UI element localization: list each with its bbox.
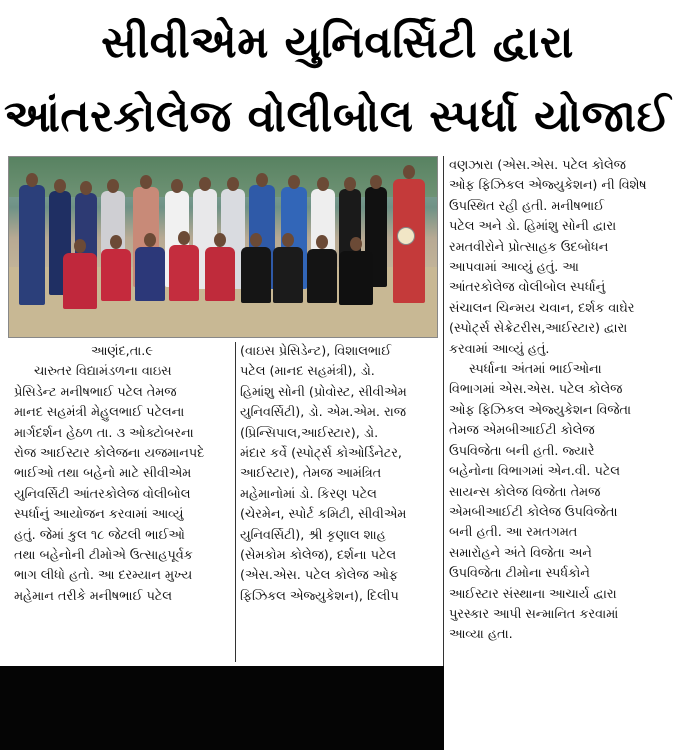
text-line: બહેનોના વિભાગમાં એન.વી. પટેલ [449, 464, 620, 480]
person-head [26, 173, 38, 187]
text-line: આંતરકોલેજ વોલીબોલ સ્પર્ધાનું [449, 280, 606, 296]
text-line: તથા બહેનોની ટીમોએ ઉત્સાહપૂર્વક [14, 548, 193, 564]
text-line: ઓફ ફિઝિકલ એજ્યુકેશન વિજેતા [449, 402, 632, 418]
person-figure [205, 247, 235, 301]
text-line: (વાઇસ પ્રેસિડેન્ટ), વિશાલભાઈ [240, 344, 392, 359]
text-line: ભાગ લીધો હતો. આ દરમ્યાન મુખ્ય [14, 568, 193, 584]
person-head [107, 179, 119, 193]
text-line: માનદ સહમંત્રી મેહુલભાઈ પટેલના [14, 405, 185, 421]
dateline: આણંદ,તા.૯ [91, 344, 153, 359]
person-head [288, 175, 300, 189]
person-head [256, 173, 268, 187]
person-head [282, 233, 294, 247]
text-line: હિમાંશુ સોની (પ્રોવોસ્ટ, સીવીએમ [240, 384, 407, 400]
text-line: માર્ગદર્શન હેઠળ તા. ૩ ઓક્ટોબરના [14, 425, 194, 441]
person-figure [307, 249, 337, 303]
person-head [178, 231, 190, 245]
text-line: એમબીઆઈટી કોલેજ ઉપવિજેતા [449, 504, 618, 520]
person-head [227, 177, 239, 191]
text-line: મંદાર કર્વે (સ્પોર્ટ્સ કોઓર્ડિનેટર, [240, 446, 402, 462]
person-head [74, 239, 86, 253]
person-head [214, 233, 226, 247]
person-head [370, 175, 382, 189]
person-figure [241, 247, 271, 303]
person-head [171, 179, 183, 193]
text-line: વિભાગમાં એસ.એસ. પટેલ કોલેજ [449, 382, 623, 398]
text-line: કરવામાં આવ્યું હતું. [449, 341, 550, 357]
text-line: (સ્પોર્ટ્સ સેક્રેટરીસ,આઈસ્ટાર) દ્વારા [449, 321, 628, 337]
person-figure [63, 253, 97, 309]
text-line: સાયન્સ કોલેજ વિજેતા તેમજ [449, 484, 601, 500]
text-line: (ચેરમેન, સ્પોર્ટ કમિટી, સીવીએમ [240, 507, 407, 523]
person-head [403, 165, 415, 179]
text-line: પ્રેસિડેન્ટ મનીષભાઈ પટેલ તેમજ [14, 384, 177, 400]
text-line: (પ્રિન્સિપાલ,આઈસ્ટાર), ડો. [240, 425, 379, 441]
text-line: પટેલ અને ડો. હિમાંશુ સોની દ્વારા [449, 219, 617, 235]
volleyball-icon [397, 227, 415, 245]
text-line: ઉપવિજેતા બની હતી. જ્યારે [449, 443, 595, 459]
text-line: સમારોહને અંતે વિજેતા અને [449, 545, 592, 561]
text-line: રોજ આઈસ્ટાર કોલેજના યજમાનપદે [14, 446, 205, 462]
text-line: આવ્યા હતા. [449, 627, 513, 643]
text-line: વણઝારા (એસ.એસ. પટેલ કોલેજ [449, 158, 626, 173]
text-line: બની હતી. આ રમતગમત [449, 525, 578, 541]
text-line: ઉપસ્થિત રહી હતી. મનીષભાઈ [449, 198, 605, 214]
text-line: પટેલ (માનદ સહમંત્રી), ડો. [240, 364, 375, 380]
person-head [316, 235, 328, 249]
person-head [250, 233, 262, 247]
text-line: હતું. જેમાં કુલ ૧૮ જેટલી ભાઈઓ [14, 527, 185, 543]
text-line: (એસ.એસ. પટેલ કોલેજ ઓફ [240, 568, 398, 584]
text-line: પુરસ્કાર આપી સન્માનિત કરવામાં [449, 606, 619, 622]
person-figure [273, 247, 303, 303]
text-line: રમતવીરોને પ્રોત્સાહક ઉદબોધન [449, 239, 609, 255]
text-line: આપવામાં આવ્યું હતું. આ [449, 260, 579, 276]
text-line: યુનિવર્સિટી આંતરકોલેજ વોલીબોલ [14, 486, 191, 502]
text-line: ફિઝિકલ એજ્યુકેશન), દિલીપ [240, 588, 399, 604]
text-line: મહેમાનોમાં ડો. કિરણ પટેલ [240, 486, 377, 502]
text-line: ઓફ ફિઝિકલ એજ્યુકેશન) ની વિશેષ [449, 178, 647, 194]
article-column-1 [14, 342, 230, 607]
person-figure [169, 245, 199, 301]
text-line: આઈસ્ટાર), તેમજ આમંત્રિત [240, 466, 382, 482]
article-column-2 [240, 342, 436, 607]
person-figure [339, 251, 373, 305]
person-figure [135, 247, 165, 301]
text-line: આઈસ્ટાર સંસ્થાના આચાર્ય દ્વારા [449, 586, 617, 602]
text-line: (સેમકોમ કોલેજ), દર્શના પટેલ [240, 548, 397, 564]
person-head [140, 175, 152, 189]
text-line: ચારુતર વિદ્યામંડળના વાઇસ [34, 364, 172, 380]
text-line: મહેમાન તરીકે મનીષભાઈ પટેલ [14, 588, 172, 604]
text-line: સ્પર્ધાના અંતમાં ભાઈઓના [469, 362, 602, 378]
text-line: સ્પર્ધાનું આયોજન કરવામાં આવ્યું [14, 507, 184, 523]
text-line: યુનિવર્સિટી), શ્રી કૃણાલ શાહ [240, 527, 386, 543]
column-divider [443, 156, 444, 750]
person-head [54, 179, 66, 193]
person-head [110, 235, 122, 249]
team-photo [8, 156, 438, 338]
person-head [80, 181, 92, 195]
text-line: યુનિવર્સિટી), ડો. એમ.એમ. રાજ [240, 405, 406, 421]
person-head [350, 237, 362, 251]
text-line: ઉપવિજેતા ટીમોના સ્પર્ધકોને [449, 566, 590, 582]
text-line: સંચાલન ચિન્મય ચવાન, દર્શક વાઘેર [449, 300, 635, 316]
headline-line-2: આંતરકોલેજ વોલીબોલ સ્પર્ધા યોજાઈ [3, 91, 672, 142]
person-head [199, 177, 211, 191]
redacted-block [0, 666, 444, 750]
person-head [317, 177, 329, 191]
person-head [144, 233, 156, 247]
article-column-3 [449, 156, 671, 646]
person-figure [19, 185, 45, 305]
person-figure [101, 249, 131, 301]
text-line: ભાઈઓ તથા બહેનો માટે સીવીએમ [14, 466, 192, 482]
headline-line-1: સીવીએમ યુનિવર્સિટી દ્વારા [101, 17, 574, 68]
person-head [344, 177, 356, 191]
text-line: તેમજ એમબીઆઈટી કોલેજ [449, 423, 595, 439]
headline [0, 0, 675, 150]
column-divider [235, 342, 236, 662]
